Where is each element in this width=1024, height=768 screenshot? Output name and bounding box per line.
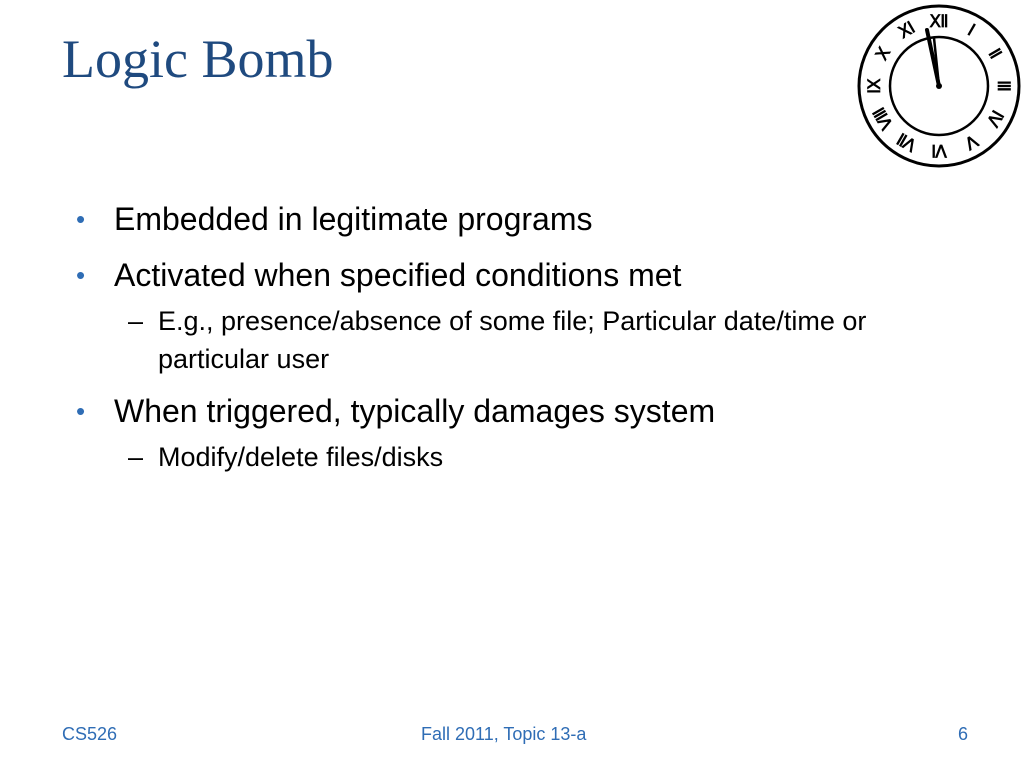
bullet-list — [72, 200, 972, 490]
bullet-marker: • — [76, 204, 86, 234]
bullet-text: When triggered, typically damages system — [114, 393, 716, 429]
clock-graphic — [855, 2, 1023, 170]
sub-bullet-marker: – — [128, 442, 144, 472]
bullet-text: Activated when specified conditions met — [114, 257, 682, 293]
clock-numeral: Ⅲ — [994, 80, 1013, 92]
clock-numeral: Ⅳ — [982, 106, 1008, 130]
clock-icon — [855, 2, 1023, 170]
bullet-text: Embedded in legitimate programs — [114, 201, 593, 237]
sub-bullet-item — [72, 438, 898, 476]
clock-numeral: Ⅶ — [893, 128, 920, 155]
clock-numeral: Ⅱ — [984, 45, 1006, 63]
bullet-item — [72, 256, 972, 294]
sub-bullet-marker: – — [128, 306, 144, 336]
bullet-item — [72, 392, 972, 430]
bullet-item — [72, 200, 972, 238]
slide-title: Logic Bomb — [62, 29, 334, 89]
footer-term-topic: Fall 2011, Topic 13-a — [421, 724, 587, 744]
clock-numeral: Ⅹ — [871, 43, 895, 64]
clock-numeral: Ⅺ — [895, 17, 919, 43]
sub-bullet-text: E.g., presence/absence of some file; Particular date/time or particular user — [158, 306, 867, 374]
bullet-marker: • — [76, 396, 86, 426]
clock-numeral: Ⅻ — [929, 12, 949, 31]
footer-course: CS526 — [62, 724, 118, 744]
clock-numeral: Ⅷ — [869, 103, 897, 133]
sub-bullet-item — [72, 302, 898, 378]
bullet-marker: • — [76, 260, 86, 290]
clock-numeral: Ⅰ — [964, 20, 979, 40]
clock-numeral: Ⅵ — [931, 141, 947, 160]
footer-page-number: 6 — [958, 724, 969, 744]
clock-numeral: Ⅴ — [961, 130, 982, 154]
clock-numeral: Ⅸ — [865, 78, 884, 94]
sub-bullet-text: Modify/delete files/disks — [158, 442, 444, 472]
